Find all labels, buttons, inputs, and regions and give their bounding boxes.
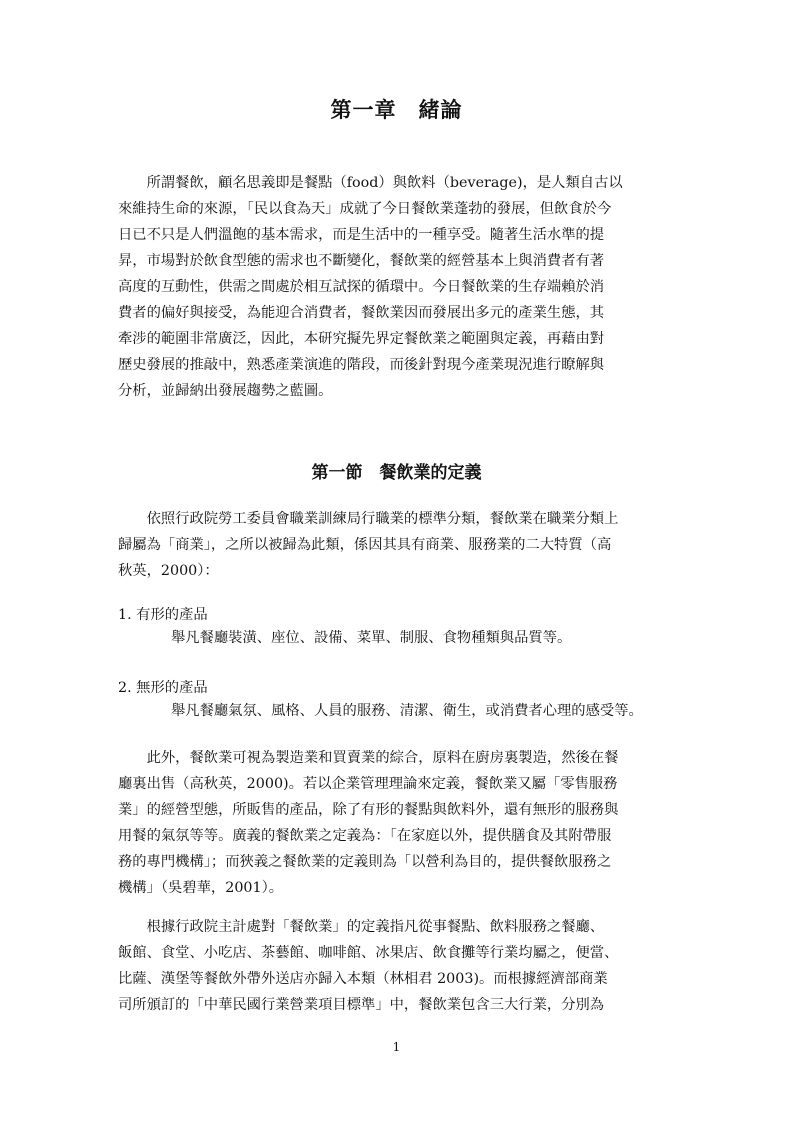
list-item-description: 舉凡餐廳氣氛、風格、人員的服務、清潔、衛生，或消費者心理的感受等。 — [171, 703, 643, 719]
text-line: 比薩、漢堡等餐飲外帶外送店亦歸入本類（林相君 2003)。而根據經濟部商業 — [118, 971, 608, 987]
text-line: 廳裏出售（高秋英，2000)。若以企業管理理論來定義，餐飲業又屬「零售服務 — [118, 776, 618, 792]
section-title: 第一節 餐飲業的定義 — [311, 463, 482, 483]
text-line: 昇，市場對於飲食型態的需求也不斷變化，餐飲業的經營基本上與消費者有著 — [118, 253, 605, 269]
text-line: 歸屬為「商業」，之所以被歸為此類，係因其具有商業、服務業的二大特質（高 — [118, 537, 612, 553]
list-item-description: 舉凡餐廳裝潢、座位、設備、菜單、制服、食物種類與品質等。 — [171, 630, 572, 646]
statute-paragraph — [118, 914, 674, 1018]
chapter-title: 第一章 緒論 — [330, 97, 463, 122]
definition-paragraph — [118, 506, 674, 584]
text-line: 日已不只是人們溫飽的基本需求，而是生活中的一種享受。隨著生活水準的提 — [118, 227, 605, 243]
text-line: 分析，並歸納出發展趨勢之藍圖。 — [118, 383, 333, 399]
list-item-heading: 2. 無形的產品 — [118, 680, 208, 696]
text-line: 來維持生命的來源，「民以食為天」成就了今日餐飲業蓬勃的發展，但飲食於今 — [118, 201, 612, 217]
business-paragraph — [118, 745, 674, 901]
text-line: 此外，餐飲業可視為製造業和買賣業的綜合，原料在廚房裏製造，然後在餐 — [118, 750, 619, 766]
text-line: 業」的經營型態，所販售的產品，除了有形的餐點與飲料外，還有無形的服務與 — [118, 802, 619, 818]
text-line: 費者的偏好與接受，為能迎合消費者，餐飲業因而發展出多元的產業生態，其 — [118, 305, 605, 321]
page-number: 1 — [392, 1040, 401, 1054]
text-line: 牽涉的範圍非常廣泛，因此，本研究擬先界定餐飲業之範圍與定義，再藉由對 — [118, 331, 605, 347]
text-line: 根據行政院主計處對「餐飲業」的定義指凡從事餐點、飲料服務之餐廳、 — [118, 919, 605, 935]
text-line: 務的專門機構」；而狹義之餐飲業的定義則為「以營利為目的，提供餐飲服務之 — [118, 854, 612, 870]
text-line: 機構」（吳碧華，2001）。 — [118, 880, 284, 896]
text-line: 依照行政院勞工委員會職業訓練局行職業的標準分類，餐飲業在職業分類上 — [118, 511, 619, 527]
text-line: 歷史發展的推敲中，熟悉產業演進的階段，而後針對現今產業現況進行瞭解與 — [118, 357, 605, 373]
intro-paragraph — [118, 170, 674, 404]
text-line: 秋英，2000）： — [118, 563, 219, 579]
text-line: 司所頒訂的「中華民國行業營業項目標準」中，餐飲業包含三大行業，分別為 — [118, 997, 605, 1013]
text-line: 飯館、食堂、小吃店、茶藝館、咖啡館、冰果店、飲食攤等行業均屬之，便當、 — [118, 945, 619, 961]
list-item-heading: 1. 有形的產品 — [118, 607, 208, 623]
text-line: 高度的互動性，供需之間處於相互試探的循環中。今日餐飲業的生存端賴於消 — [118, 279, 605, 295]
text-line: 所謂餐飲，顧名思義即是餐點（food）與飲料（beverage)，是人類自古以 — [118, 175, 623, 191]
text-line: 用餐的氣氛等等。廣義的餐飲業之定義為：「在家庭以外，提供膳食及其附帶服 — [118, 828, 612, 844]
